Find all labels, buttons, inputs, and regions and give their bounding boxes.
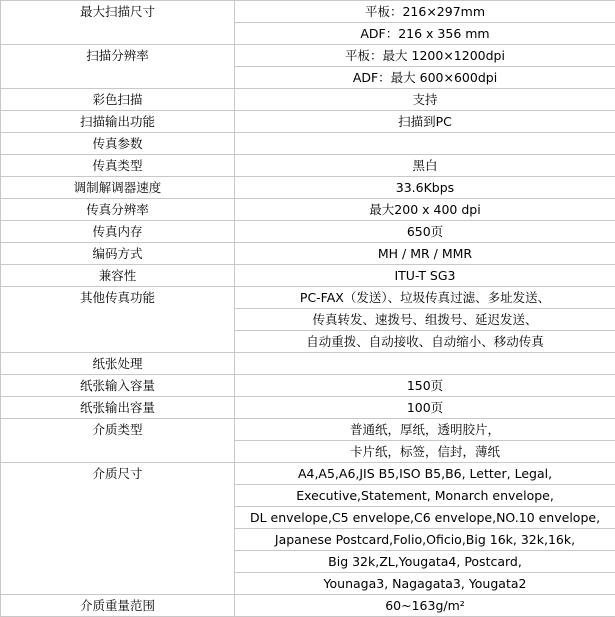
spec-value: Executive,Statement, Monarch envelope,: [235, 485, 615, 507]
spec-value: ITU-T SG3: [235, 265, 615, 287]
spec-value: MH / MR / MMR: [235, 243, 615, 265]
table-row: [1, 1, 615, 23]
table-row: [1, 155, 615, 177]
spec-label: 介质类型: [1, 419, 235, 463]
spec-value: 33.6Kbps: [235, 177, 615, 199]
table-row: [1, 419, 615, 441]
spec-value: 150页: [235, 375, 615, 397]
spec-label: 传真分辨率: [1, 199, 235, 221]
spec-label: 最大扫描尺寸: [1, 1, 235, 45]
spec-value: ADF：最大 600×600dpi: [235, 67, 615, 89]
spec-label: 扫描输出功能: [1, 111, 235, 133]
spec-value: 支持: [235, 89, 615, 111]
spec-label: 其他传真功能: [1, 287, 235, 353]
table-row: [1, 177, 615, 199]
table-row: [1, 133, 615, 155]
table-row: [1, 45, 615, 67]
spec-value: 传真转发、速拨号、组拨号、延迟发送、: [235, 309, 615, 331]
spec-table-body: [1, 1, 615, 617]
spec-value: ADF：216 x 356 mm: [235, 23, 615, 45]
table-row: [1, 221, 615, 243]
spec-label: 彩色扫描: [1, 89, 235, 111]
table-row: [1, 89, 615, 111]
spec-value: PC-FAX（发送）、垃圾传真过滤、多址发送、: [235, 287, 615, 309]
spec-value: 650页: [235, 221, 615, 243]
spec-label: 兼容性: [1, 265, 235, 287]
spec-label: 传真类型: [1, 155, 235, 177]
table-row: [1, 199, 615, 221]
spec-label: 纸张输入容量: [1, 375, 235, 397]
spec-value: 60~163g/m²: [235, 595, 615, 617]
spec-value: 普通纸，厚纸，透明胶片，: [235, 419, 615, 441]
spec-label: 编码方式: [1, 243, 235, 265]
table-row: [1, 463, 615, 485]
spec-label: 介质尺寸: [1, 463, 235, 595]
table-row: [1, 287, 615, 309]
table-row: [1, 265, 615, 287]
spec-label: 纸张输出容量: [1, 397, 235, 419]
spec-label: 介质重量范围: [1, 595, 235, 617]
spec-label: 扫描分辨率: [1, 45, 235, 89]
spec-value: Big 32k,ZL,Yougata4, Postcard,: [235, 551, 615, 573]
spec-label: 调制解调器速度: [1, 177, 235, 199]
spec-label: 传真参数: [1, 133, 235, 155]
table-row: [1, 375, 615, 397]
spec-value: 最大200 x 400 dpi: [235, 199, 615, 221]
spec-value: [235, 353, 615, 375]
spec-value: DL envelope,C5 envelope,C6 envelope,NO.10 envelope,: [235, 507, 615, 529]
table-row: [1, 595, 615, 617]
table-row: [1, 397, 615, 419]
spec-value: 卡片纸，标签，信封，薄纸: [235, 441, 615, 463]
spec-value: 自动重拨、自动接收、自动缩小、移动传真: [235, 331, 615, 353]
spec-value: A4,A5,A6,JIS B5,ISO B5,B6, Letter, Legal,: [235, 463, 615, 485]
spec-value: 黑白: [235, 155, 615, 177]
spec-value: 扫描到PC: [235, 111, 615, 133]
spec-value: Younaga3, Nagagata3, Yougata2: [235, 573, 615, 595]
spec-label: 纸张处理: [1, 353, 235, 375]
spec-value: [235, 133, 615, 155]
spec-label: 传真内存: [1, 221, 235, 243]
table-row: [1, 353, 615, 375]
spec-value: 平板：最大 1200×1200dpi: [235, 45, 615, 67]
spec-value: 100页: [235, 397, 615, 419]
table-row: [1, 111, 615, 133]
table-row: [1, 243, 615, 265]
spec-value: Japanese Postcard,Folio,Oficio,Big 16k, 32k,16k,: [235, 529, 615, 551]
spec-value: 平板：216×297mm: [235, 1, 615, 23]
